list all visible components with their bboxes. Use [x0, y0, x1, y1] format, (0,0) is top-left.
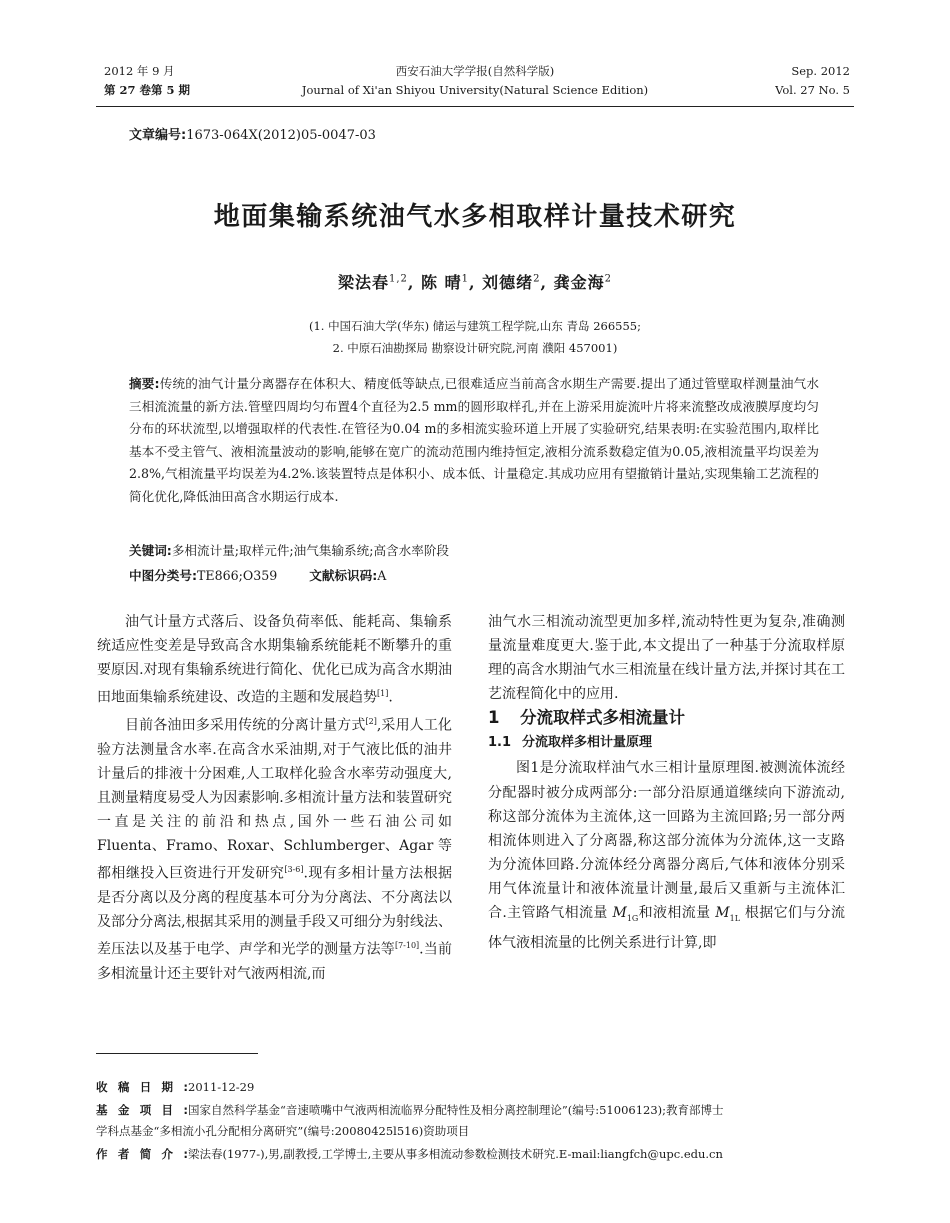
header-date-volume: 2012 年 9 月 第 27 卷第 5 期: [104, 64, 191, 97]
body-left-column: [97, 610, 452, 986]
body-right-column: [488, 610, 845, 955]
affiliation-1: (1. 中国石油大学(华东) 储运与建筑工程学院,山东 青岛 266555;: [309, 319, 641, 333]
body-paragraph: 图1是分流取样油气水三相计量原理图.被测流体流经分配器时被分成两部分:一部分沿原通道继续向下游流动,称这部分流体为主流体,这一回路为主流回路;另一部分两相流体则进入了分离器,称这部分流体为分流体,这一支路为分流体回路.分流体经分离器分离后,气体和液体分别采用气体流量计和液体流量计测量,最后又重新与主流体汇合.主管路气相流量 $M_{1G}$和液相流量 $M_{1L}$ 根据它们与分流体气液相流量的比例关系进行计算,即: [488, 760, 846, 951]
body-paragraph: 油气水三相流动流型更加多样,流动特性更为复杂,准确测量流量难度更大.鉴于此,本文提出了一种基于分流取样原理的高含水期油气水三相流量在线计量方法,并探讨其在工艺流程简化中的应用.: [488, 614, 845, 703]
running-header: [96, 62, 854, 107]
footnote-author: 作者简介:梁法春(1977-),男,副教授,工学博士,主要从事多相流动参数检测技术研究.E-mail:liangfch@upc.edu.cn: [96, 1147, 723, 1161]
affiliation-2: 2. 中原石油勘探局 勘察设计研究院,河南 濮阳 457001): [332, 341, 618, 355]
footnote-rule: [96, 1053, 258, 1054]
subsection-heading: 1.1 分流取样多相计量原理: [488, 735, 653, 751]
footnote-funding-cont: 学科点基金“多相流小孔分配相分离研究”(编号:20080425l516)资助项目: [96, 1124, 470, 1138]
header-journal-name: 西安石油大学学报(自然科学版) Journal of Xi'an Shiyou University(Natural Science Edition): [301, 64, 649, 97]
paper-title: 地面集输系统油气水多相取样计量技术研究: [213, 202, 737, 232]
keywords: 关键词:多相流计量;取样元件;油气集输系统;高含水率阶段: [129, 543, 450, 558]
article-number: 文章编号:1673-064X(2012)05-0047-03: [129, 128, 376, 143]
footnote-received: 收稿日期:2011-12-29: [96, 1080, 255, 1094]
footnote-funding: 基金项目:国家自然科学基金“音速喷嘴中气液两相流临界分配特性及相分离控制理论”(编号:51006123);教育部博士: [96, 1103, 724, 1117]
classification: 中图分类号:TE866;O359 文献标识码:A: [129, 568, 387, 583]
section-heading: 1 分流取样式多相流量计: [488, 708, 685, 728]
body-paragraph: 目前各油田多采用传统的分离计量方式[2],采用人工化验方法测量含水率.在高含水采油期,对于气液比低的油井计量后的排液十分困难,人工取样化验含水率劳动强度大,且测量精度易受人为因素影响.多相流计量方法和装置研究一直是关注的前沿和热点,国外一些石油公司如 Fluenta、Framo、Roxar、Schlumberger、Agar 等都相继投入巨资进行开发研究[3-6].现有多相计量方法根据是否分离以及分离的程度基本可分为分离法、不分离法以及部分分离法,根据其采用的测量手段又可细分为射线法、差压法以及基于电学、声学和光学的测量方法等[7-10].当前多相流量计还主要针对气液两相流,而: [97, 717, 453, 982]
body-paragraph: 油气计量方式落后、设备负荷率低、能耗高、集输系统适应性变差是导致高含水期集输系统能耗不断攀升的重要原因.对现有集输系统进行简化、优化已成为高含水期油田地面集输系统建设、改造的主题和发展趋势[1].: [97, 614, 452, 706]
header-issue: Sep. 2012 Vol. 27 No. 5: [775, 64, 850, 97]
abstract: 摘要:传统的油气计量分离器存在体积大、精度低等缺点,已很难适应当前高含水期生产需要.提出了通过管壁取样测量油气水三相流流量的新方法.管壁四周均匀布置4个直径为2.5 mm的圆形取样孔,并在上游采用旋流叶片将来流整改成液膜厚度均匀分布的环状流型,以增强取样的代表性.在管径为0.04 m的多相流实验环道上开展了实验研究,结果表明:在实验范围内,取样比基本不受主管气、液相流量波动的影响,能够在宽广的流动范围内维持恒定,液相分流系数稳定值为0.05,液相流量平均误差为2.8%,气相流量平均误差为4.2%.该装置特点是体积小、成本低、计量稳定.其成功应用有望撤销计量站,实现集输工艺流程的简化优化,降低油田高含水期运行成本.: [129, 376, 819, 504]
author-list: 梁法春$^{1,2}$, 陈 晴$^1$, 刘德绪$^2$, 龚金海$^2$: [337, 273, 613, 292]
